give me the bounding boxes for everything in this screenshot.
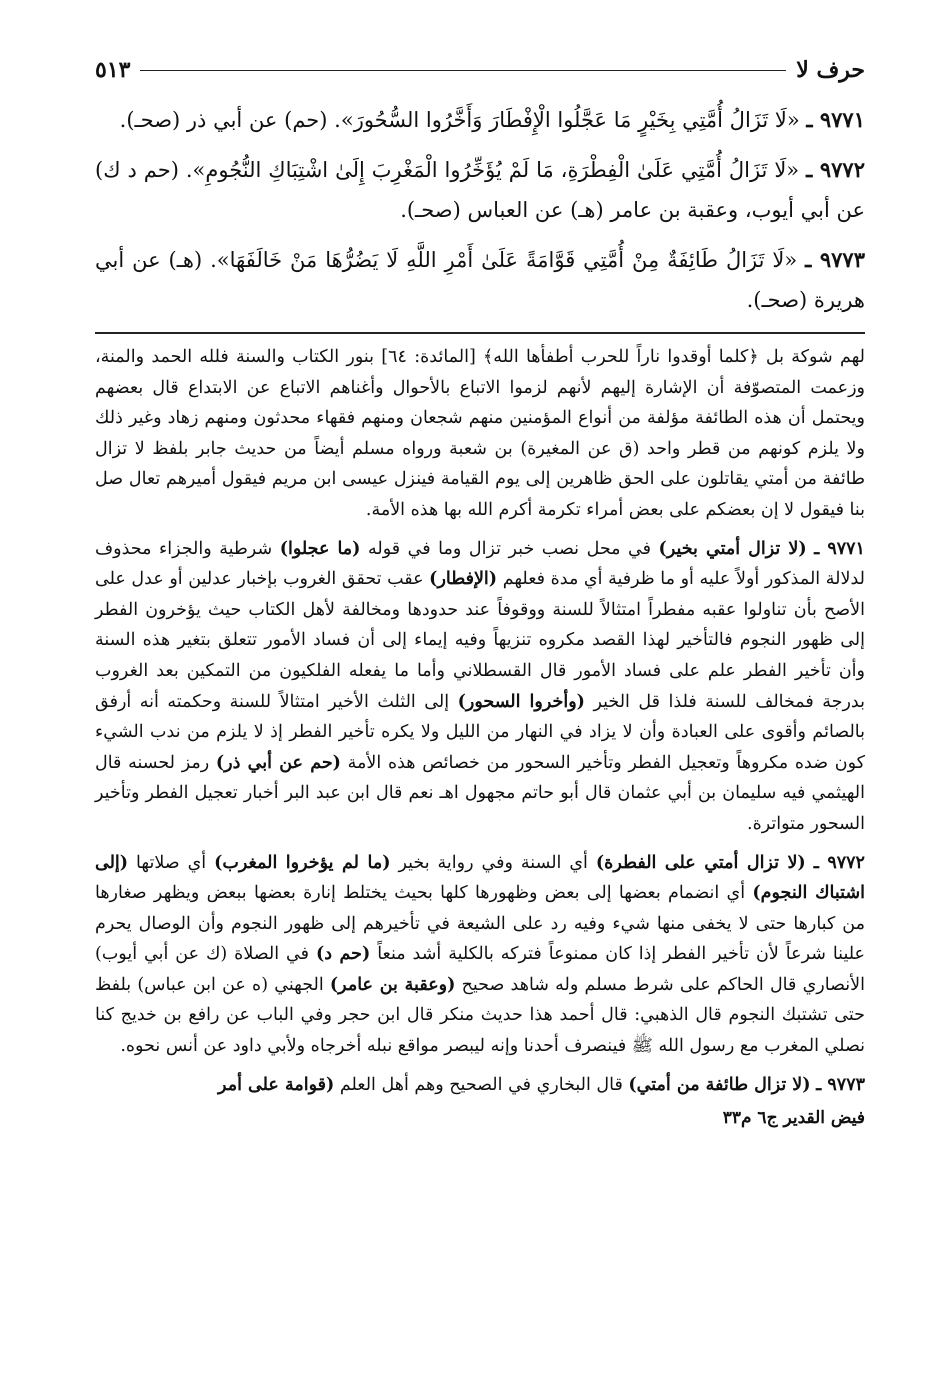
commentary-text: شرطية والجزاء محذوف لدلالة المذكور أولاً عليه أو ما ظرفية أي مدة فعلهم (95, 538, 865, 590)
commentary-text: أي السنة وفي رواية بخير (398, 852, 588, 873)
commentary-keyword: (وأخروا السحور) (457, 691, 585, 712)
commentary-paragraph-9773 (95, 1070, 865, 1101)
commentary-keyword: (ما لم يؤخروا المغرب) (214, 852, 391, 873)
commentary-number: ٩٧٧٣ ـ (816, 1074, 865, 1095)
commentary-number: ٩٧٧٢ ـ (813, 852, 865, 873)
commentary-text: قال البخاري في الصحيح وهم أهل العلم (339, 1074, 623, 1095)
page-header (95, 50, 865, 90)
hadith-entry (95, 150, 865, 230)
hadith-number: ٩٧٧١ ـ (806, 107, 865, 132)
commentary-text: أي صلاتها (136, 852, 207, 873)
page-number: ٥١٣ (95, 57, 131, 83)
commentary-text: أي انضمام بعضها إلى بعض وظهورها كلها بحيث يختلط إنارة بعضها ببعض ويظهر صغارها من كبارها حتى لا يخفى منها شيء وفيه رد على الشيعة في تأخيرهم إلى ظهور النجوم وأن الوصال يحرم علينا شرعاً لأن تأخير الفطر إذا كان ممنوعاً فتركه بالكلية أشد منعاً (95, 883, 865, 965)
commentary-keyword: (لا تزال أمتي على الفطرة) (595, 852, 806, 873)
commentary-keyword: (لا تزال طائفة من أمتي) (628, 1074, 811, 1095)
commentary-keyword: (قوامة على أمر (218, 1074, 335, 1095)
commentary-keyword: (وعقبة بن عامر) (329, 974, 456, 995)
volume-footer: فيض القدير ج٦ م٣٣ (722, 1108, 865, 1129)
commentary-divider (95, 332, 865, 334)
hadith-number: ٩٧٧٢ ـ (806, 157, 865, 182)
commentary-keyword: (ما عجلوا) (279, 538, 361, 559)
commentary-keyword: (لا تزال أمتي بخير) (658, 538, 807, 559)
commentary-keyword: (حم د) (315, 944, 371, 965)
hadith-text: «لَا تَزَالُ أُمَّتِي عَلَىٰ الْفِطْرَةِ، مَا لَمْ يُؤَخِّرُوا الْمَغْرِبَ إِلَىٰ اشْتِبَاكِ النُّجُومِ». (185, 158, 800, 182)
commentary-keyword: (إلى اشتباك النجوم) (95, 852, 865, 904)
hadith-text: «لَا تَزَالُ أُمَّتِي بِخَيْرٍ مَا عَجَّلُوا الْإِفْطَارَ وَأَخَّرُوا السُّحُورَ». (334, 108, 800, 132)
hadith-source: (حم) عن أبي ذر (صحـ). (119, 108, 328, 132)
hadith-text: «لَا تَزَالُ طَائِفَةٌ مِنْ أُمَّتِي قَوَّامَةً عَلَىٰ أَمْرِ اللَّهِ لَا يَضُرُّهَا مَنْ خَالَفَهَا». (210, 248, 798, 272)
hadith-entry (95, 240, 865, 320)
commentary-text: في محل نصب خبر تزال وما في قوله (368, 538, 651, 559)
commentary-number: ٩٧٧١ ـ (814, 538, 865, 559)
commentary-keyword: (حم عن أبي ذر) (215, 752, 341, 773)
commentary-paragraph-9771 (95, 534, 865, 840)
header-rule (140, 70, 786, 71)
commentary-paragraph-intro: لهم شوكة بل ﴿كلما أوقدوا ناراً للحرب أطفأها الله﴾ [المائدة: ٦٤] بنور الكتاب والسنة فلله الحمد والمنة، وزعمت المتصوّفة أن الإشارة إليهم لأنهم لزموا الاتباع بالأحوال وأغناهم الاتباع عن الابتداع قال بعضهم ويحتمل أن هذه الطائفة مؤلفة من أنواع المؤمنين منهم شجعان ومنهم فقهاء محدثون ومنهم زهاد وغير ذلك ولا يلزم كونهم من قطر واحد (ق عن المغيرة) بن شعبة ورواه مسلم أيضاً من حديث جابر بلفظ لا تزال طائفة من أمتي يقاتلون على الحق ظاهرين إلى يوم القيامة فينزل عيسى ابن مريم فيقول أميرهم تعال صل بنا فيقول لا إن بعضكم على بعض أمراء تكرمة أكرم الله بها هذه الأمة. (95, 347, 865, 520)
hadith-source: (هـ) عن أبي هريرة (صحـ). (95, 248, 865, 312)
chapter-title: حرف لا (796, 57, 865, 83)
commentary-text: عقب تحقق الغروب بإخبار عدلين أو عدل على الأصح بأن تناولوا عقبه مفطراً امتثالاً للسنة ووقوفاً عند حدودها ومخالفة لأهل الكتاب حيث يؤخرون الفطر إلى ظهور النجوم فالتأخير لهذا القصد مكروه تنزيهاً وفيه إيماء إلى أن فساد الأمور تتعلق بتغير هذه السنة وأن تأخير الفطر علم على فساد الأمور قال القسطلاني وأما ما يفعله الفلكيون من التمكين بعد الغروب بدرجة فمخالف للسنة فلذا قل الخير (95, 569, 865, 712)
commentary-text: رمز لحسنه قال الهيثمي فيه سليمان بن أبي عثمان قال أبو حاتم مجهول اهـ نعم قال ابن عبد البر أخبار تعجيل الفطر وتأخير السحور متواترة. (95, 752, 865, 834)
hadith-source: (حم د ك) عن أبي أيوب، وعقبة بن عامر (هـ) عن العباس (صحـ). (95, 158, 865, 222)
book-page (95, 50, 865, 1128)
commentary-keyword: (الإفطار) (429, 569, 498, 590)
commentary-paragraph-9772 (95, 848, 865, 1062)
hadith-number: ٩٧٧٣ ـ (805, 247, 865, 272)
commentary-text: في الصلاة (ك عن أبي أيوب) الأنصاري قال الحاكم على شرط مسلم وله شاهد صحيح (95, 944, 865, 995)
commentary-text: إلى الثلث الأخير امتثالاً للسنة وحكمته أنه أرفق بالصائم وأقوى على العبادة وأن لا يزاد في النهار من الليل ولا يكره تأخير الفطر إذ لا يلزم من ندب الشيء كون ضده مكروهاً وتعجيل الفطر وتأخير السحور من خصائص هذه الأمة (95, 691, 865, 773)
hadith-entry (95, 100, 865, 140)
commentary-text: الجهني (ه عن ابن عباس) بلفظ حتى تشتبك النجوم قال الذهبي: قال أحمد هذا حديث منكر قال ابن حجر وفي الباب عن رافع بن خديج كنا نصلي المغرب مع رسول الله ﷺ فينصرف أحدنا وإنه ليبصر مواقع نبله أخرجاه ولأبي داود عن أنس نحوه. (95, 974, 865, 1057)
commentary-section (95, 342, 865, 1100)
